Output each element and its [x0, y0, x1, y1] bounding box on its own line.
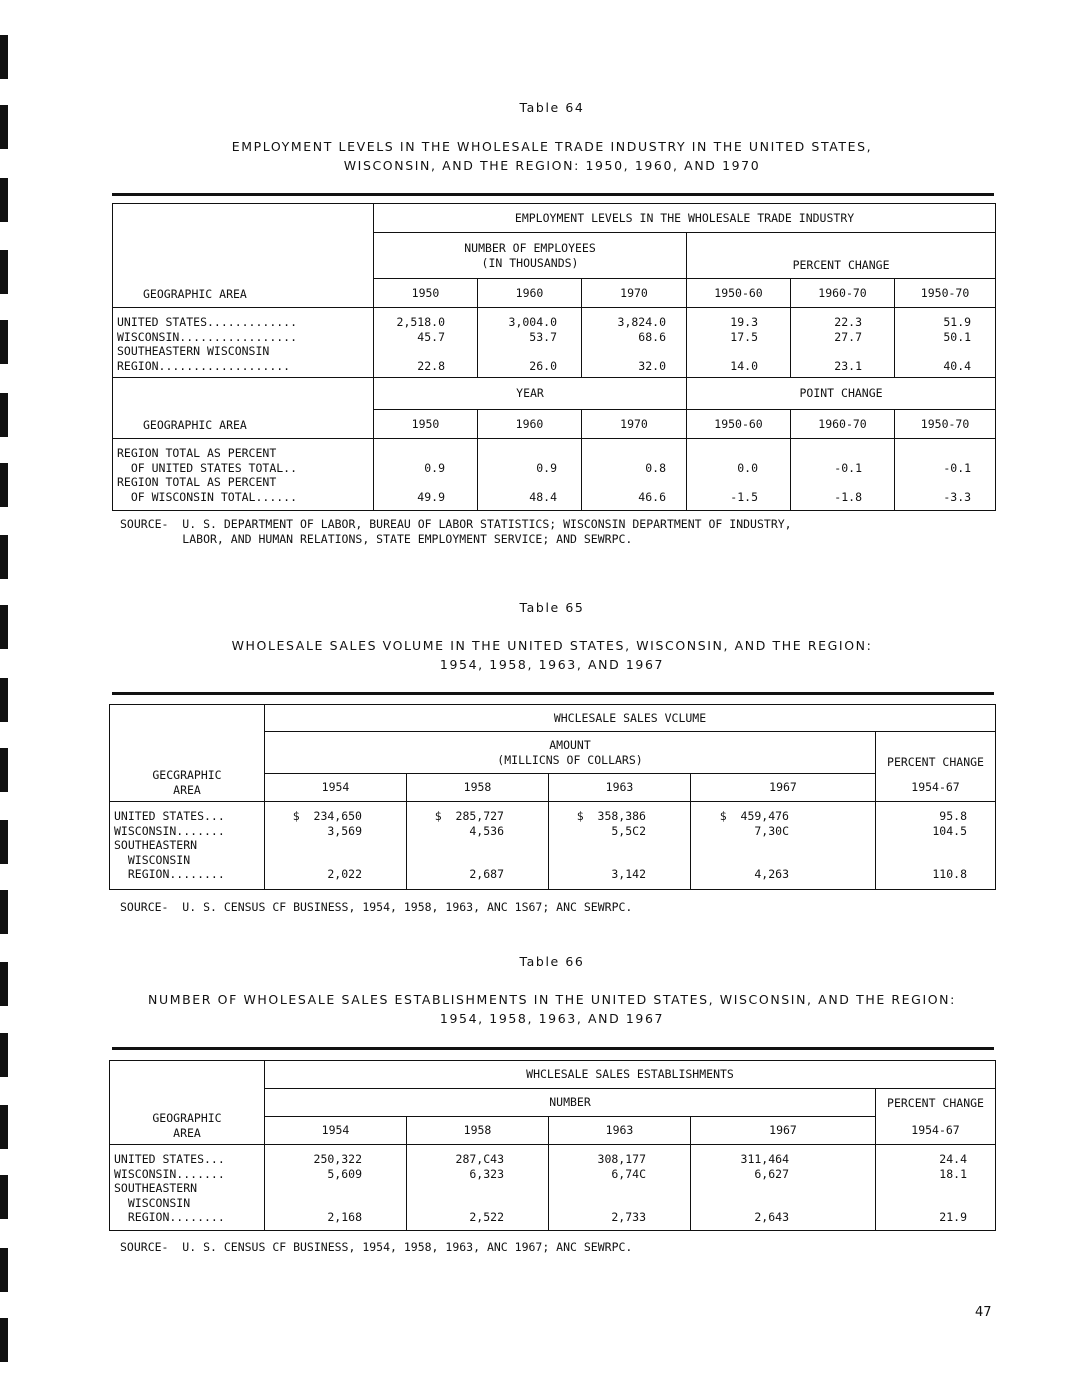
row-label: REGION TOTAL AS PERCENT: [117, 446, 277, 460]
geo-header: GEOGRAPHIC AREA: [113, 204, 374, 308]
row-label: UNITED STATES...: [114, 1152, 225, 1166]
col-header: 1954: [265, 1117, 407, 1145]
col-header: 1950: [374, 279, 478, 308]
cell-column: 51.9 50.1 40.4: [895, 308, 996, 378]
geo-header: GEOGRAPHIC AREA: [110, 1061, 265, 1145]
col-header: 1963: [549, 774, 691, 802]
table66: [109, 1060, 996, 1231]
group-number: NUMBER: [265, 1089, 876, 1117]
table64-source-line1: SOURCE- U. S. DEPARTMENT OF LABOR, BUREAU OF LABOR STATISTICS; WISCONSIN DEPARTMENT OF INDUSTRY,: [120, 517, 792, 531]
cell-column: $ 358,386 5,5C2 3,142: [549, 802, 691, 890]
group-percent-change: PERCENT CHANGE: [876, 732, 996, 774]
group-year: YEAR: [374, 378, 687, 410]
col-header: 1960: [478, 279, 582, 308]
row-label: SOUTHEASTERN WISCONSIN: [117, 344, 270, 358]
super-header: WHCLESALE SALES ESTABLISHMENTS: [265, 1061, 996, 1089]
row-label: REGION TOTAL AS PERCENT: [117, 475, 277, 489]
binding-marks: [0, 0, 30, 1380]
cell-column: 22.3 27.7 23.1: [791, 308, 895, 378]
table64-top-rule: [112, 193, 994, 196]
cell-column: 19.3 17.5 14.0: [687, 308, 791, 378]
table65-top-rule: [112, 692, 994, 695]
table66-source: SOURCE- U. S. CENSUS CF BUSINESS, 1954, 1958, 1963, ANC 1967; ANC SEWRPC.: [120, 1240, 633, 1254]
group-point-change: POINT CHANGE: [687, 378, 996, 410]
group-percent-change: PERCENT CHANGE: [876, 1089, 996, 1117]
row-labels-2: [113, 439, 374, 511]
table64-title: Table 64: [519, 100, 585, 115]
col-header: 1950-70: [895, 279, 996, 308]
col-header: 1950: [374, 410, 478, 439]
col-header: 1958: [407, 774, 549, 802]
cell-column: 95.8 104.5 110.8: [876, 802, 996, 890]
table66-top-rule: [112, 1047, 994, 1050]
table66-caption-line1: NUMBER OF WHOLESALE SALES ESTABLISHMENTS IN THE UNITED STATES, WISCONSIN, AND THE REGION:: [148, 992, 956, 1007]
cell-column: 311,464 6,627 2,643: [691, 1145, 876, 1231]
row-labels: [110, 1145, 265, 1231]
row-label: SOUTHEASTERN: [114, 838, 198, 852]
row-label: WISCONSIN.......: [114, 1166, 225, 1181]
cell-column: 287,C43 6,323 2,522: [407, 1145, 549, 1231]
table66-caption-line2: 1954, 1958, 1963, AND 1967: [439, 1011, 665, 1026]
row-label: REGION........: [114, 867, 225, 881]
col-header: 1967: [691, 774, 876, 802]
row-label: WISCONSIN: [114, 1195, 191, 1210]
row-label: REGION...................: [117, 358, 291, 373]
group-employees: NUMBER OF EMPLOYEES (IN THOUSANDS): [374, 233, 687, 279]
group-amount: AMOUNT (MILLICNS OF COLLARS): [265, 732, 876, 774]
row-label: WISCONSIN.................: [117, 329, 298, 344]
cell-column: $ 234,650 3,569 2,022: [265, 802, 407, 890]
cell-column: -0.1 -1.8: [791, 439, 895, 511]
cell-column: 0.9 49.9: [374, 439, 478, 511]
col-header: 1954: [265, 774, 407, 802]
row-label: OF WISCONSIN TOTAL......: [117, 489, 298, 504]
col-header: 1967: [691, 1117, 876, 1145]
geo-header: GECGRAPHIC AREA: [110, 705, 265, 802]
col-header: 1960-70: [791, 410, 895, 439]
cell-column: 3,824.0 68.6 32.0: [582, 308, 687, 378]
table65-caption-line1: WHOLESALE SALES VOLUME IN THE UNITED STATES, WISCONSIN, AND THE REGION:: [231, 638, 873, 653]
col-header: 1963: [549, 1117, 691, 1145]
cell-column: 250,322 5,609 2,168: [265, 1145, 407, 1231]
geo-header-2: GEOGRAPHIC AREA: [113, 378, 374, 439]
table64-caption-line1: EMPLOYMENT LEVELS IN THE WHOLESALE TRADE INDUSTRY IN THE UNITED STATES,: [231, 139, 873, 154]
cell-column: $ 285,727 4,536 2,687: [407, 802, 549, 890]
row-label: SOUTHEASTERN: [114, 1181, 198, 1195]
col-header: 1954-67: [876, 1117, 996, 1145]
row-labels: [113, 308, 374, 378]
row-label: OF UNITED STATES TOTAL..: [117, 460, 298, 475]
row-label: WISCONSIN: [114, 852, 191, 867]
cell-column: 0.0 -1.5: [687, 439, 791, 511]
col-header: 1954-67: [876, 774, 996, 802]
cell-column: 2,518.0 45.7 22.8: [374, 308, 478, 378]
table64-source-line2: LABOR, AND HUMAN RELATIONS, STATE EMPLOYMENT SERVICE; AND SEWRPC.: [120, 532, 633, 546]
col-header: 1950-60: [687, 410, 791, 439]
table64-caption-line2: WISCONSIN, AND THE REGION: 1950, 1960, AND 1970: [343, 158, 761, 173]
page-number: 47: [975, 1305, 992, 1320]
row-label: UNITED STATES...: [114, 809, 225, 823]
cell-column: -0.1 -3.3: [895, 439, 996, 511]
table64: [112, 203, 996, 511]
table66-title: Table 66: [519, 954, 585, 969]
table65-title: Table 65: [519, 600, 585, 615]
table65: [109, 704, 996, 890]
col-header: 1950-60: [687, 279, 791, 308]
cell-column: 0.8 46.6: [582, 439, 687, 511]
super-header: WHCLESALE SALES VCLUME: [265, 705, 996, 732]
col-header: 1960: [478, 410, 582, 439]
row-label: REGION........: [114, 1210, 225, 1224]
col-header: 1958: [407, 1117, 549, 1145]
cell-column: $ 459,476 7,30C 4,263: [691, 802, 876, 890]
group-percent-change: PERCENT CHANGE: [687, 233, 996, 279]
row-labels: [110, 802, 265, 890]
col-header: 1960-70: [791, 279, 895, 308]
cell-column: 308,177 6,74C 2,733: [549, 1145, 691, 1231]
cell-column: 3,004.0 53.7 26.0: [478, 308, 582, 378]
table65-caption-line2: 1954, 1958, 1963, AND 1967: [439, 657, 665, 672]
col-header: 1970: [582, 279, 687, 308]
cell-column: 24.4 18.1 21.9: [876, 1145, 996, 1231]
row-label: WISCONSIN.......: [114, 823, 225, 838]
col-header: 1950-70: [895, 410, 996, 439]
super-header: EMPLOYMENT LEVELS IN THE WHOLESALE TRADE INDUSTRY: [374, 204, 996, 233]
col-header: 1970: [582, 410, 687, 439]
table65-source: SOURCE- U. S. CENSUS CF BUSINESS, 1954, 1958, 1963, ANC 1S67; ANC SEWRPC.: [120, 900, 633, 914]
row-label: UNITED STATES.............: [117, 315, 298, 329]
cell-column: 0.9 48.4: [478, 439, 582, 511]
